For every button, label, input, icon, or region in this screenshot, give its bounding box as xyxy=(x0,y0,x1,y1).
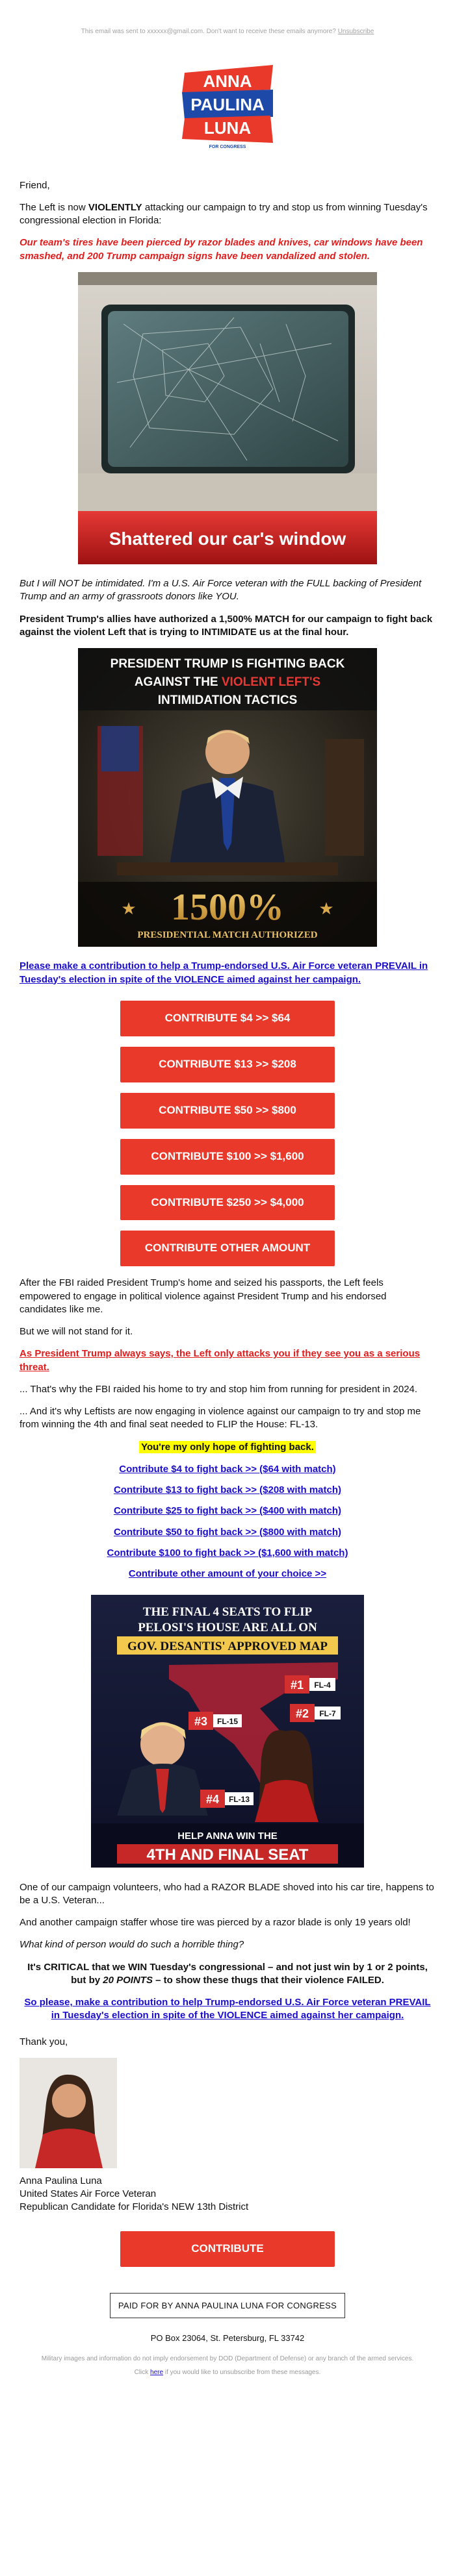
fight-link-other[interactable]: Contribute other amount of your choice >> xyxy=(128,1568,327,1580)
greeting: Friend, xyxy=(20,179,50,191)
paragraph-1: The Left is now VIOLENTLY attacking our campaign to try and stop us from winning Tuesday's congressional election in Florida: xyxy=(20,201,428,226)
final-seats-map-image xyxy=(91,1595,364,1871)
contribute-button-250[interactable]: CONTRIBUTE $250 >> $4,000 xyxy=(120,1185,335,1221)
image3-title2: PELOSI'S HOUSE ARE ALL ON xyxy=(138,1621,317,1635)
fight-link-13[interactable]: Contribute $13 to fight back >> ($208 with match) xyxy=(113,1484,342,1496)
contribute-button-13[interactable]: CONTRIBUTE $13 >> $208 xyxy=(120,1047,335,1082)
contribute-button-4[interactable]: CONTRIBUTE $4 >> $64 xyxy=(120,1001,335,1036)
seat4-label: FL-13 xyxy=(228,1795,250,1805)
image2-line2b: VIOLENT LEFT'S xyxy=(221,675,321,689)
seat1-label: FL-4 xyxy=(314,1681,331,1690)
contribute-button-other[interactable]: CONTRIBUTE OTHER AMOUNT xyxy=(120,1231,335,1266)
image3-title1: THE FINAL 4 SEATS TO FLIP xyxy=(142,1605,313,1619)
preheader-text: This email was sent to xxxxxx@gmail.com. Don't want to receive these emails anymore? xyxy=(81,28,336,35)
signature xyxy=(20,2175,436,2214)
fight-link-50[interactable]: Contribute $50 to fight back >> ($800 with match) xyxy=(113,1526,342,1538)
paragraph-8: ... That's why the FBI raided his home to try and stop him from running for president in 2024. xyxy=(20,1383,418,1395)
preheader xyxy=(20,27,436,36)
logo-line1: ANNA xyxy=(203,71,252,91)
logo-sub: FOR CONGRESS xyxy=(209,144,246,149)
paragraph-9: ... And it's why Leftists are now engaging in violence against our campaign to try and stop me from winning the 4th and final seat needed to FLIP the House: FL-13. xyxy=(20,1406,421,1431)
paragraph-2: Our team's tires have been pierced by razor blades and knives, car windows have been smashed, and 200 Trump campaign signs have been vandalized and stolen. xyxy=(20,237,423,262)
star-right-icon: ★ xyxy=(318,899,334,918)
trump-match-image xyxy=(78,648,377,951)
unsubscribe-link[interactable]: Unsubscribe xyxy=(337,28,374,35)
image2-big: 1500% xyxy=(171,886,284,928)
fight-link-25[interactable]: Contribute $25 to fight back >> ($400 with match) xyxy=(113,1505,342,1517)
logo-line3: LUNA xyxy=(203,118,252,138)
serious-threat-link[interactable]: As President Trump always says, the Left only attacks you if they see you as a serious threat. xyxy=(20,1348,421,1373)
paid-for-by-box xyxy=(110,2293,345,2319)
image2-line2a: AGAINST THE xyxy=(134,675,222,689)
paragraph-11: And another campaign staffer whose tire was pierced by a razor blade is only 19 years old! xyxy=(20,1917,411,1929)
paragraph-13: It's CRITICAL that we WIN Tuesday's congressional – and not just win by 1 or 2 points, but by 20 POINTS – to show these thugs that their violence FAILED. xyxy=(27,1961,428,1986)
footer-disclaimer: Military images and information do not imply endorsement by DOD (Department of Defense) or any branch of the armed services. xyxy=(41,2355,414,2362)
unsubscribe-here-link[interactable]: here xyxy=(150,2369,164,2377)
email-body xyxy=(20,0,436,2390)
thank-you: Thank you, xyxy=(20,2036,68,2047)
contribute-link-2[interactable]: So please, make a contribution to help Trump-endorsed U.S. Air Force veteran PREVAIL in Tuesday's election in spite of the VIOLENCE aimed against her campaign. xyxy=(24,1997,431,2021)
image3-title3: GOV. DESANTIS' APPROVED MAP xyxy=(127,1640,328,1654)
contribute-button-50[interactable]: CONTRIBUTE $50 >> $800 xyxy=(120,1093,335,1129)
image2-sub: PRESIDENTIAL MATCH AUTHORIZED xyxy=(137,930,318,940)
image3-bottom1: HELP ANNA WIN THE xyxy=(177,1831,278,1842)
svg-text:AGAINST THE VIOLENT LEFT'S xyxy=(135,675,320,689)
logo-line2: PAULINA xyxy=(190,94,265,114)
seat2-number: #2 xyxy=(295,1707,309,1721)
paragraph-6: But we will not stand for it. xyxy=(20,1326,133,1338)
signature-name: Anna Paulina Luna xyxy=(20,2175,102,2186)
footer-unsubscribe: Click here if you would like to unsubscribe from these messages. xyxy=(134,2369,321,2377)
image-caption: Shattered our car's window xyxy=(109,528,346,549)
seat1-number: #1 xyxy=(290,1679,304,1692)
seat2-label: FL-7 xyxy=(319,1709,336,1719)
contribute-buttons xyxy=(20,1001,436,1267)
shattered-window-image xyxy=(78,272,377,568)
campaign-logo xyxy=(176,60,280,151)
contribute-button-100[interactable]: CONTRIBUTE $100 >> $1,600 xyxy=(120,1139,335,1175)
paragraph-12: What kind of person would do such a horrible thing? xyxy=(20,1939,244,1951)
contribute-link-1[interactable]: Please make a contribution to help a Trump-endorsed U.S. Air Force veteran PREVAIL in Tuesday's election in spite of the VIOLENCE aimed against her campaign. xyxy=(20,960,428,985)
fight-back-links xyxy=(20,1463,436,1581)
seat3-number: #3 xyxy=(194,1715,208,1729)
paragraph-4: President Trump's allies have authorized a 1,500% MATCH for our campaign to fight back against the violent Left that is trying to INTIMIDATE us at the final hour. xyxy=(20,613,433,638)
star-left-icon: ★ xyxy=(121,899,136,918)
paragraph-5: After the FBI raided President Trump's home and seized his passports, the Left feels empowered to engage in political violence against President Trump and his endorsed candidates like me. xyxy=(20,1277,387,1315)
paragraph-3: But I will NOT be intimidated. I'm a U.S. Air Force veteran with the FULL backing of President Trump and an army of grassroots donors like YOU. xyxy=(20,578,422,603)
image2-line1: PRESIDENT TRUMP IS FIGHTING BACK xyxy=(110,657,345,671)
image3-bottom2: 4TH AND FINAL SEAT xyxy=(146,1846,309,1864)
final-contribute-button[interactable]: CONTRIBUTE xyxy=(120,2231,335,2267)
footer-address: PO Box 23064, St. Petersburg, FL 33742 xyxy=(150,2333,305,2344)
signature-title: United States Air Force Veteran xyxy=(20,2188,157,2200)
fight-link-100[interactable]: Contribute $100 to fight back >> ($1,600 with match) xyxy=(107,1547,348,1558)
seat4-number: #4 xyxy=(205,1793,220,1807)
highlight-text: You're my only hope of fighting back. xyxy=(139,1441,316,1453)
seat3-label: FL-15 xyxy=(216,1717,239,1727)
image2-line3: INTIMIDATION TACTICS xyxy=(157,694,298,707)
candidate-photo xyxy=(20,2058,117,2168)
paragraph-10: One of our campaign volunteers, who had a RAZOR BLADE shoved into his car tire, happens to be a U.S. Veteran... xyxy=(20,1881,434,1906)
signature-role: Republican Candidate for Florida's NEW 13th District xyxy=(20,2201,249,2213)
paid-for-text: PAID FOR BY ANNA PAULINA LUNA FOR CONGRESS xyxy=(118,2300,337,2310)
fight-link-4[interactable]: Contribute $4 to fight back >> ($64 with match) xyxy=(119,1463,336,1475)
